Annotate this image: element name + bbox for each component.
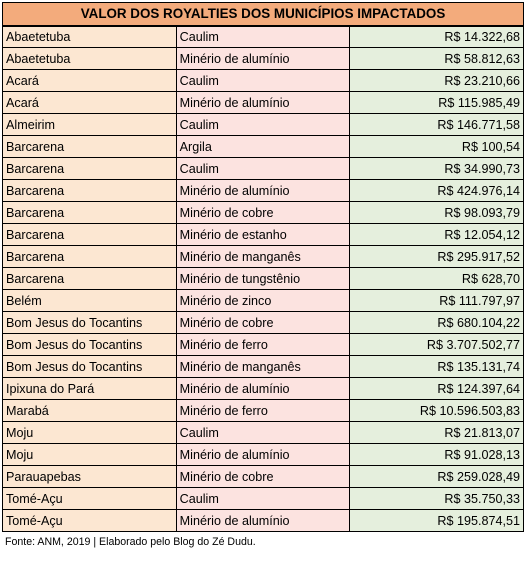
- valor-cell: R$ 100,54: [350, 136, 524, 158]
- minerio-cell: Minério de alumínio: [176, 378, 350, 400]
- municipio-cell: Ipixuna do Pará: [3, 378, 177, 400]
- municipio-cell: Moju: [3, 422, 177, 444]
- table-body: [3, 26, 524, 532]
- valor-cell: R$ 12.054,12: [350, 224, 524, 246]
- municipio-cell: Barcarena: [3, 158, 177, 180]
- valor-cell: R$ 91.028,13: [350, 444, 524, 466]
- minerio-cell: Caulim: [176, 26, 350, 48]
- minerio-cell: Minério de alumínio: [176, 180, 350, 202]
- municipio-cell: Barcarena: [3, 180, 177, 202]
- municipio-cell: Barcarena: [3, 246, 177, 268]
- table-row: [3, 202, 524, 224]
- municipio-cell: Bom Jesus do Tocantins: [3, 312, 177, 334]
- valor-cell: R$ 3.707.502,77: [350, 334, 524, 356]
- valor-cell: R$ 23.210,66: [350, 70, 524, 92]
- municipio-cell: Moju: [3, 444, 177, 466]
- minerio-cell: Minério de manganês: [176, 356, 350, 378]
- royalties-table: [2, 2, 524, 532]
- minerio-cell: Minério de tungstênio: [176, 268, 350, 290]
- minerio-cell: Minério de alumínio: [176, 510, 350, 532]
- municipio-cell: Marabá: [3, 400, 177, 422]
- valor-cell: R$ 21.813,07: [350, 422, 524, 444]
- municipio-cell: Tomé-Açu: [3, 510, 177, 532]
- table-row: [3, 268, 524, 290]
- municipio-cell: Barcarena: [3, 268, 177, 290]
- municipio-cell: Abaetetuba: [3, 26, 177, 48]
- table-row: [3, 246, 524, 268]
- table-row: [3, 444, 524, 466]
- minerio-cell: Minério de estanho: [176, 224, 350, 246]
- valor-cell: R$ 259.028,49: [350, 466, 524, 488]
- municipio-cell: Acará: [3, 92, 177, 114]
- table-row: [3, 136, 524, 158]
- minerio-cell: Caulim: [176, 70, 350, 92]
- minerio-cell: Caulim: [176, 488, 350, 510]
- valor-cell: R$ 628,70: [350, 268, 524, 290]
- table-title: VALOR DOS ROYALTIES DOS MUNICÍPIOS IMPACTADOS: [3, 3, 524, 26]
- table-row: [3, 180, 524, 202]
- table-row: [3, 158, 524, 180]
- table-row: [3, 224, 524, 246]
- minerio-cell: Minério de ferro: [176, 400, 350, 422]
- minerio-cell: Caulim: [176, 114, 350, 136]
- valor-cell: R$ 424.976,14: [350, 180, 524, 202]
- municipio-cell: Barcarena: [3, 136, 177, 158]
- table-row: [3, 356, 524, 378]
- valor-cell: R$ 10.596.503,83: [350, 400, 524, 422]
- valor-cell: R$ 111.797,97: [350, 290, 524, 312]
- valor-cell: R$ 35.750,33: [350, 488, 524, 510]
- valor-cell: R$ 295.917,52: [350, 246, 524, 268]
- valor-cell: R$ 146.771,58: [350, 114, 524, 136]
- valor-cell: R$ 115.985,49: [350, 92, 524, 114]
- municipio-cell: Bom Jesus do Tocantins: [3, 334, 177, 356]
- minerio-cell: Minério de cobre: [176, 466, 350, 488]
- municipio-cell: Abaetetuba: [3, 48, 177, 70]
- table-row: [3, 334, 524, 356]
- valor-cell: R$ 135.131,74: [350, 356, 524, 378]
- table-row: [3, 312, 524, 334]
- municipio-cell: Barcarena: [3, 202, 177, 224]
- table-row: [3, 290, 524, 312]
- minerio-cell: Minério de alumínio: [176, 92, 350, 114]
- municipio-cell: Acará: [3, 70, 177, 92]
- valor-cell: R$ 98.093,79: [350, 202, 524, 224]
- valor-cell: R$ 58.812,63: [350, 48, 524, 70]
- minerio-cell: Minério de manganês: [176, 246, 350, 268]
- table-row: [3, 92, 524, 114]
- table-row: [3, 466, 524, 488]
- municipio-cell: Almeirim: [3, 114, 177, 136]
- municipio-cell: Bom Jesus do Tocantins: [3, 356, 177, 378]
- table-row: [3, 114, 524, 136]
- minerio-cell: Caulim: [176, 158, 350, 180]
- table-row: [3, 378, 524, 400]
- table-row: [3, 400, 524, 422]
- minerio-cell: Minério de alumínio: [176, 48, 350, 70]
- table-row: [3, 70, 524, 92]
- valor-cell: R$ 680.104,22: [350, 312, 524, 334]
- table-row: [3, 422, 524, 444]
- table-row: [3, 26, 524, 48]
- minerio-cell: Argila: [176, 136, 350, 158]
- minerio-cell: Minério de zinco: [176, 290, 350, 312]
- minerio-cell: Minério de alumínio: [176, 444, 350, 466]
- minerio-cell: Caulim: [176, 422, 350, 444]
- valor-cell: R$ 195.874,51: [350, 510, 524, 532]
- valor-cell: R$ 34.990,73: [350, 158, 524, 180]
- municipio-cell: Parauapebas: [3, 466, 177, 488]
- minerio-cell: Minério de cobre: [176, 202, 350, 224]
- municipio-cell: Barcarena: [3, 224, 177, 246]
- table-row: [3, 488, 524, 510]
- minerio-cell: Minério de ferro: [176, 334, 350, 356]
- title-row: [3, 3, 524, 26]
- municipio-cell: Belém: [3, 290, 177, 312]
- valor-cell: R$ 124.397,64: [350, 378, 524, 400]
- table-row: [3, 48, 524, 70]
- valor-cell: R$ 14.322,68: [350, 26, 524, 48]
- municipio-cell: Tomé-Açu: [3, 488, 177, 510]
- minerio-cell: Minério de cobre: [176, 312, 350, 334]
- table-row: [3, 510, 524, 532]
- source-note: Fonte: ANM, 2019 | Elaborado pelo Blog do Zé Dudu.: [5, 536, 256, 548]
